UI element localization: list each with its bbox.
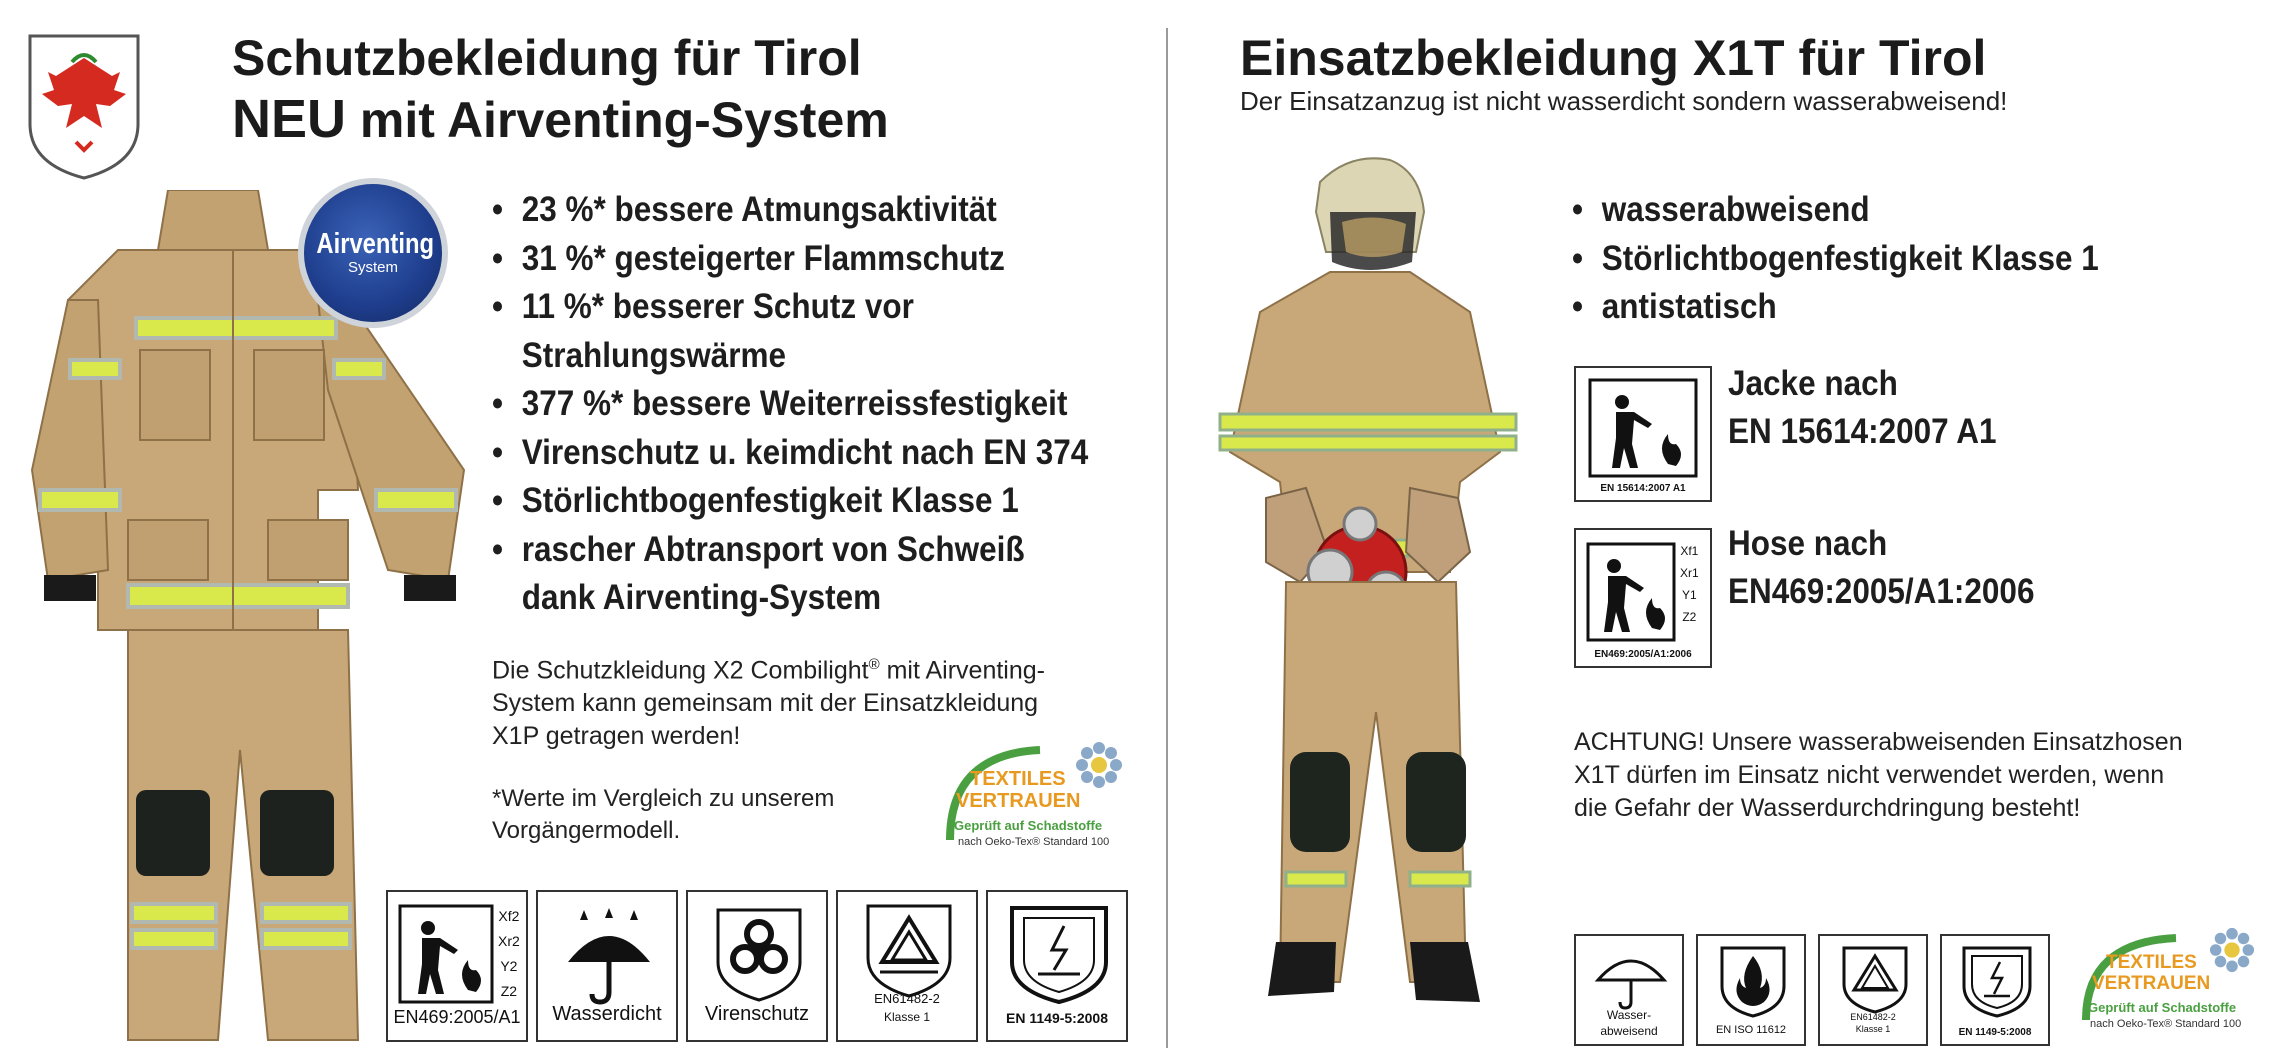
arc-flash-shield-icon <box>1840 944 1910 1014</box>
feature-item: • rascher Abtransport von Schweiß <box>492 526 1088 575</box>
flame-shield-icon <box>1718 944 1788 1018</box>
feature-item: • 31 %* gesteigerter Flammschutz <box>492 235 1088 284</box>
feature-item: • wasserabweisend <box>1572 186 2099 235</box>
right-title: Einsatzbekleidung X1T für Tirol <box>1240 30 1987 86</box>
oeko-tex-label: TEXTILES VERTRAUEN Geprüft auf Schadstoffe nach Oeko-Tex® Standard 100 <box>940 740 1130 880</box>
right-subtitle: Der Einsatzanzug ist nicht wasserdicht sondern wasserabweisend! <box>1240 86 2008 116</box>
cert-en61482: EN61482-2 Klasse 1 <box>836 890 978 1042</box>
cert-wasserabweisend: Wasser- abweisend <box>1574 934 1684 1046</box>
umbrella-rain-icon <box>564 906 654 1006</box>
title-neu: NEU <box>232 89 347 149</box>
cert-en469-hose: Xf1 Xr1 Y1 Z2 EN469:2005/A1:2006 <box>1574 528 1712 668</box>
firefighter-flame-icon <box>1588 378 1698 478</box>
feature-item: • 23 %* bessere Atmungsaktivität <box>492 186 1088 235</box>
cert-en469: Xf2 Xr2 Y2 Z2 EN469:2005/A1 <box>386 890 528 1042</box>
cert-wasserdicht: Wasserdicht <box>536 890 678 1042</box>
warning-text: ACHTUNG! Unsere wasserabweisenden Einsatzhosen X1T dürfen im Einsatz nicht verwendet werden, wenn die Gefahr der Wasserdurchdringung besteht! <box>1574 728 2183 822</box>
cert-virenschutz: Virenschutz <box>686 890 828 1042</box>
oeko-tex-label: TEXTILES VERTRAUEN Geprüft auf Schadstoffe nach Oeko-Tex® Standard 100 <box>2076 926 2266 1052</box>
title-line2-rest: mit Airventing-System <box>346 92 889 148</box>
antistatic-shield-icon <box>1008 904 1110 1004</box>
feature-item: • Störlichtbogenfestigkeit Klasse 1 <box>1572 235 2099 284</box>
left-title-line2 <box>232 91 889 148</box>
firefighter-flame-icon <box>1586 542 1676 642</box>
hose-standard: Hose nach EN469:2005/A1:2006 <box>1728 524 2035 611</box>
antistatic-shield-icon <box>1960 944 2034 1018</box>
feature-item: • 11 %* besserer Schutz vor <box>492 283 1088 332</box>
umbrella-icon <box>1594 948 1668 1010</box>
feature-item-continuation: Strahlungswärme <box>521 335 787 375</box>
left-feature-list <box>492 186 1155 623</box>
feature-item: • Virenschutz u. keimdicht nach EN 374 <box>492 429 1088 478</box>
cert-levels: Xf2 Xr2 Y2 Z2 <box>498 908 520 999</box>
left-title-line1: Schutzbekleidung für Tirol <box>232 30 862 86</box>
firefighter-image <box>1210 152 1530 1010</box>
left-description: Die Schutzkleidung X2 Combilight® mit Airventing- System kann gemeinsam mit der Einsatzkleidung X1P getragen werden! <box>492 656 1045 751</box>
feature-item: • antistatisch <box>1572 283 2099 332</box>
cert-en1149: EN 1149-5:2008 <box>986 890 1128 1042</box>
badge-sub-text: System <box>347 259 398 276</box>
cert-en1149-right: EN 1149-5:2008 <box>1940 934 2050 1046</box>
cert-en61482-right: EN61482-2 Klasse 1 <box>1818 934 1928 1046</box>
badge-main-text: Airventing <box>316 228 435 260</box>
cert-levels: Xf1 Xr1 Y1 Z2 <box>1680 544 1699 624</box>
cert-en15614: EN 15614:2007 A1 <box>1574 366 1712 502</box>
left-footnote: *Werte im Vergleich zu unserem Vorgängermodell. <box>492 785 835 844</box>
airventing-badge <box>298 178 448 328</box>
jacke-standard: Jacke nach EN 15614:2007 A1 <box>1728 364 1997 451</box>
right-feature-list <box>1572 186 2157 332</box>
feature-item: • Störlichtbogenfestigkeit Klasse 1 <box>492 477 1088 526</box>
biohazard-icon <box>714 906 804 1002</box>
feature-item-continuation: dank Airventing-System <box>521 578 882 617</box>
feature-item: • 377 %* bessere Weiterreissfestigkeit <box>492 380 1088 429</box>
arc-flash-shield-icon <box>864 902 954 998</box>
firefighter-flame-icon <box>398 904 494 1004</box>
cert-en-iso-11612: EN ISO 11612 <box>1696 934 1806 1046</box>
tirol-coat-of-arms <box>26 32 142 180</box>
page-divider <box>1166 28 1168 1048</box>
